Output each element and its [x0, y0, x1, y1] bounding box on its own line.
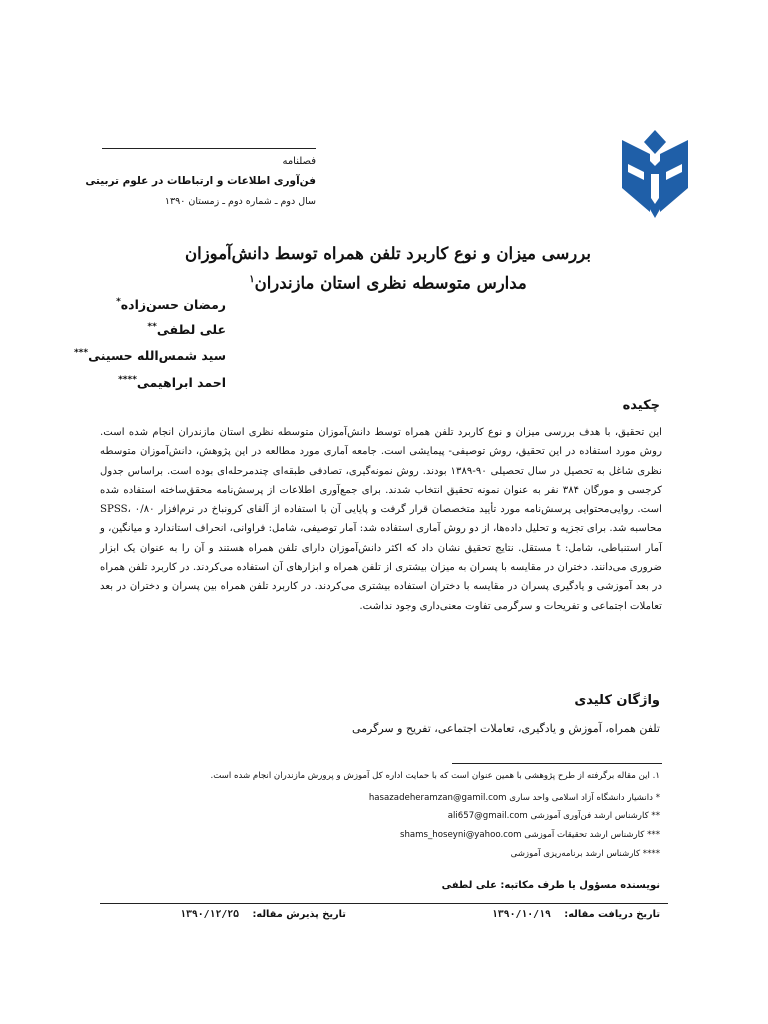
abstract-heading: چکیده: [622, 398, 660, 413]
author-mark: ***: [73, 348, 89, 358]
received-date: [492, 909, 660, 920]
paper-title-line2: [118, 269, 658, 295]
title-footnote-marker: ۱: [249, 274, 255, 285]
accepted-date: [180, 909, 346, 920]
author-mark: *: [116, 297, 121, 307]
email-link[interactable]: shams_hoseyni@yahoo.com: [399, 830, 522, 840]
footnote-author-1: [363, 792, 660, 804]
author: [118, 371, 226, 392]
accepted-label: تاریخ پذیرش مقاله:: [252, 909, 346, 920]
journal-name: فن‌آوری اطلاعات و ارتباطات در علوم تربیتی: [85, 175, 316, 187]
affiliation: * دانشیار دانشگاه آزاد اسلامی واحد ساری: [509, 793, 660, 803]
journal-info: [85, 148, 316, 211]
received-value: ۱۳۹۰/۱۰/۱۹: [491, 909, 551, 920]
paper-title-text: مدارس متوسطه نظری استان مازندران: [254, 273, 527, 293]
paper-title-line1: بررسی میزان و نوع کاربرد تلفن همراه توسط دانش‌آموزان: [185, 244, 591, 263]
footnote-author-3: [394, 829, 660, 841]
footnote-divider: [452, 763, 662, 764]
journal-issue: سال دوم ـ شماره دوم ـ زمستان ۱۳۹۰: [164, 196, 316, 207]
affiliation: ** کارشناس ارشد فن‌آوری آموزشی: [530, 811, 660, 821]
keywords-heading: واژگان کلیدی: [574, 693, 660, 708]
corresponding-author: نویسنده مسؤول یا طرف مکاتبه: علی لطفی: [441, 880, 660, 891]
author: [147, 318, 226, 339]
author-name: احمد ابراهیمی: [136, 375, 226, 391]
author-name: سید شمس‌الله حسینی: [88, 348, 226, 364]
university-logo: [618, 124, 692, 222]
author-name: علی لطفی: [156, 322, 226, 338]
abstract-text: این تحقیق، با هدف بررسی میزان و نوع کاربرد تلفن همراه توسط دانش‌آموزان متوسطه نظری استان مازندران انجام شده است. روش مورد استفاده در این تحقیق، روش توصیفی- پیمایشی است. جامعه آماری مورد مطالعه در این پژوهش، دانش‌آموزان متوسطه نظری شاغل به تحصیل در سال تحصیلی ۹۰-۱۳۸۹ بودند. روش نمونه‌گیری، تصادفی طبقه‌ای چندمرحله‌ای بوده است. براساس جدول کرجسی و مورگان ۳۸۴ نفر به عنوان نمونه تحقیق انتخاب شدند. برای جمع‌آوری اطلاعات از پرسش‌نامه محقق‌ساخته استفاده شده است. روایی‌محتوایی پرسش‌نامه مورد تأیید متخصصان قرار گرفت و پایایی آن با استفاده از آلفای کرونباخ در نرم‌افزار SPSS، ۰/۸۰ محاسبه شد. برای تجزیه و تحلیل داده‌ها، از دو روش آماری استفاده شد: آمار توصیفی، شامل: فراوانی، انحراف استاندارد و میانگین، و آمار استنباطی، شامل: t مستقل. نتایج تحقیق نشان داد که اکثر دانش‌آموزان دارای تلفن همراه هستند و آن را به عنوان یک ابزار ضروری می‌دانند. دختران در مقایسه با پسران به میزان بیشتری از تلفن همراه و ابزارهای آن استفاده می‌کردند. در کاربرد تلفن همراه در بعد آموزشی و یادگیری پسران در مقایسه با دختران استفاده بیشتری می‌کردند. در کاربرد تلفن همراه بین پسران و دختران در بعد تعاملات اجتماعی و تفریحات و سرگرمی تفاوت معنی‌داری وجود نداشت.: [100, 427, 663, 612]
author: [116, 293, 226, 314]
author: [74, 344, 226, 365]
journal-label: فصلنامه: [282, 156, 316, 167]
bottom-divider: [100, 903, 668, 904]
email-link[interactable]: ali657@gmail.com: [447, 811, 528, 821]
keywords-text: تلفن همراه، آموزش و یادگیری، تعاملات اجتماعی، تفریح و سرگرمی: [351, 722, 660, 735]
received-label: تاریخ دریافت مقاله:: [564, 909, 660, 920]
author-mark: ****: [118, 375, 137, 385]
footnote-funding: ۱. این مقاله برگرفته از طرح پژوهشی با همین عنوان است که با حمایت اداره کل آموزش و پرورش مازندران انجام شده است.: [210, 771, 660, 781]
footnote-author-4: **** کارشناس ارشد برنامه‌ریزی آموزشی: [510, 849, 660, 859]
footnote-author-2: [442, 810, 660, 822]
author-mark: **: [147, 322, 157, 332]
affiliation: *** کارشناس ارشد تحقیقات آموزشی: [524, 830, 660, 840]
author-name: رمضان حسن‌زاده: [120, 297, 226, 313]
email-link[interactable]: hasazadeheramzan@gamil.com: [368, 793, 507, 803]
accepted-value: ۱۳۹۰/۱۲/۲۵: [180, 909, 240, 920]
